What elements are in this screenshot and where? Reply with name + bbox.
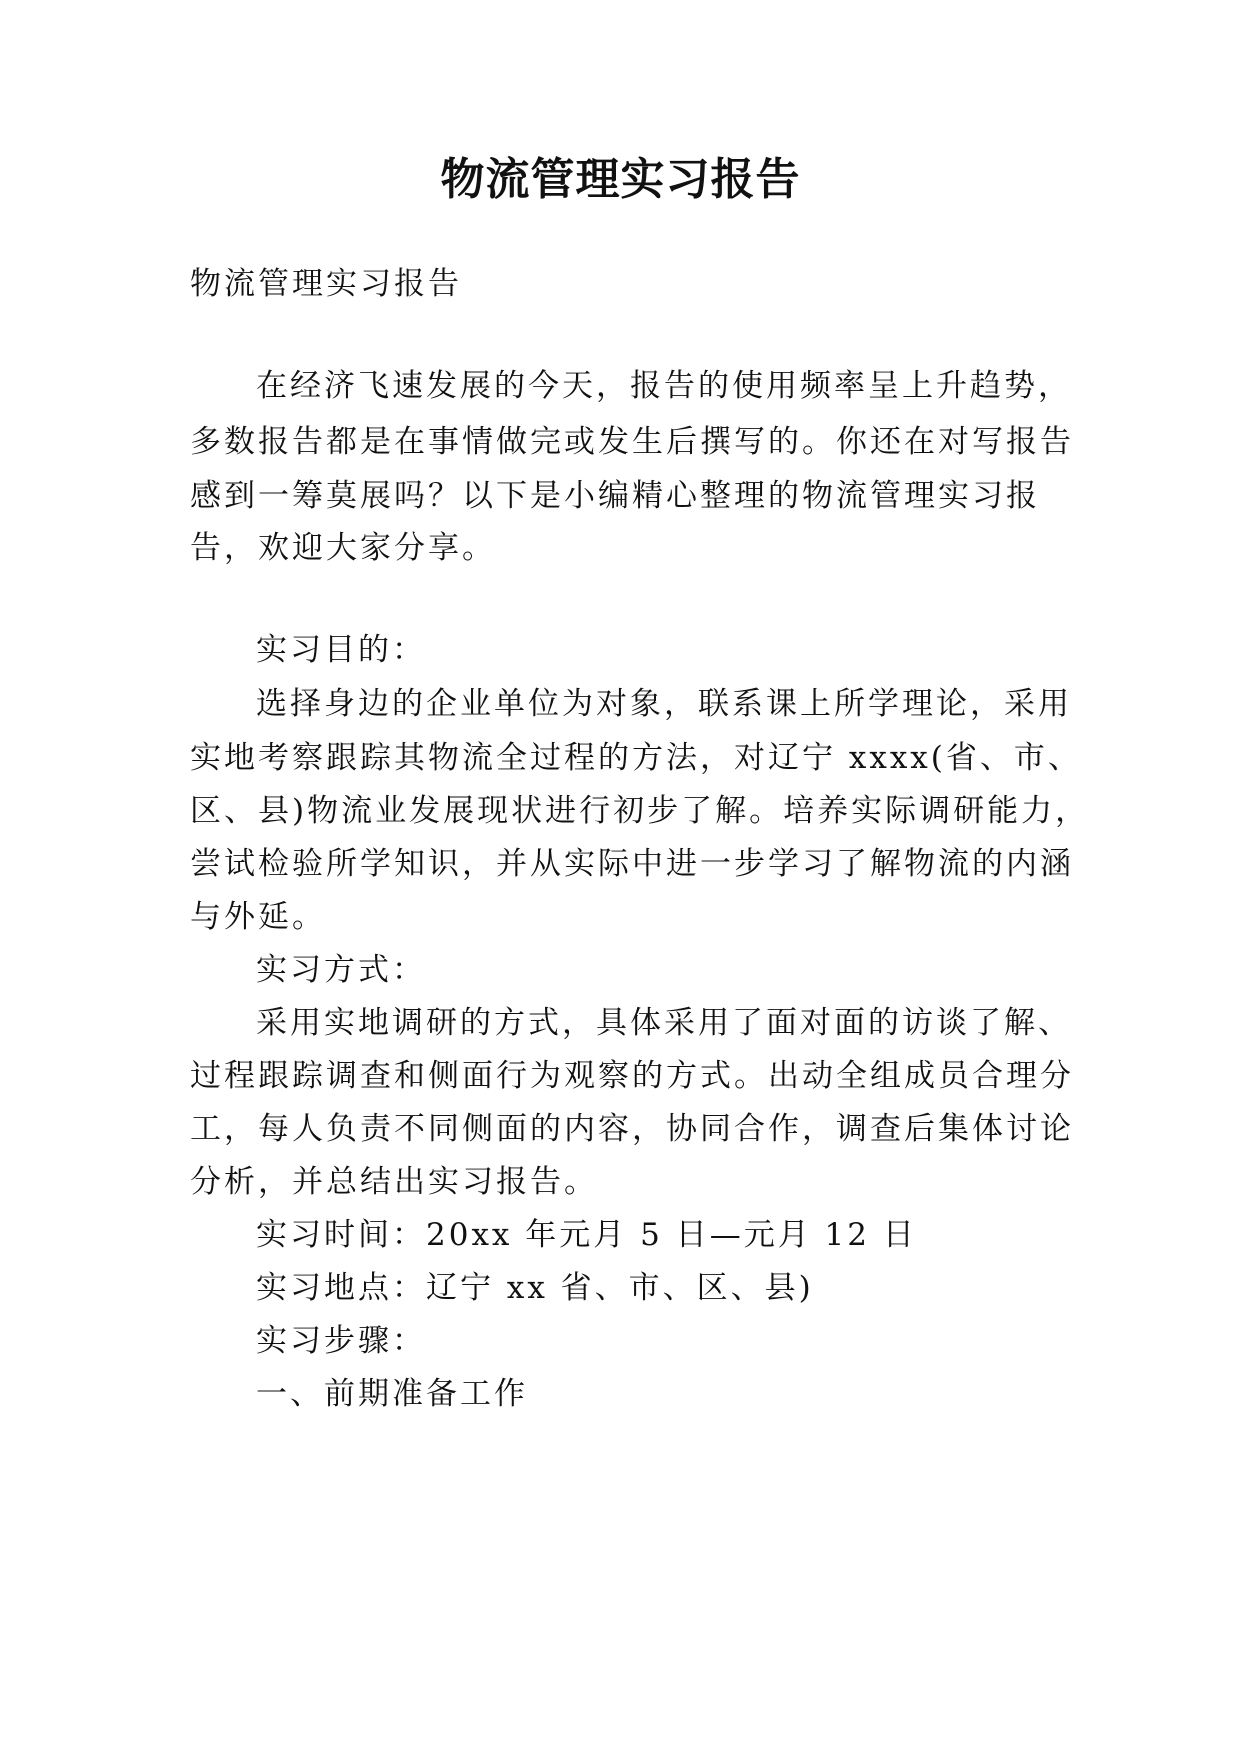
method-heading: 实习方式： [256, 952, 426, 988]
method-line: 采用实地调研的方式，具体采用了面对面的访谈了解、 [256, 1005, 1072, 1041]
steps-heading: 实习步骤： [256, 1323, 426, 1359]
document-subtitle: 物流管理实习报告 [190, 266, 462, 302]
intro-line: 告，欢迎大家分享。 [190, 530, 496, 566]
purpose-line: 选择身边的企业单位为对象，联系课上所学理论，采用 [256, 686, 1072, 722]
document-title: 物流管理实习报告 [440, 154, 801, 205]
purpose-line: 与外延。 [190, 899, 326, 935]
purpose-heading: 实习目的： [256, 632, 426, 668]
method-line: 过程跟踪调查和侧面行为观察的方式。出动全组成员合理分 [190, 1058, 1074, 1094]
time-line: 实习时间：20xx 年元月 5 日—元月 12 日 [256, 1217, 917, 1253]
intro-line: 在经济飞速发展的今天，报告的使用频率呈上升趋势， [256, 368, 1072, 404]
step-one: 一、前期准备工作 [256, 1376, 528, 1412]
purpose-line: 实地考察跟踪其物流全过程的方法，对辽宁 xxxx(省、市、 [190, 740, 1082, 776]
method-line: 工，每人负责不同侧面的内容，协同合作，调查后集体讨论 [190, 1111, 1074, 1147]
intro-line: 感到一筹莫展吗？以下是小编精心整理的物流管理实习报 [190, 478, 1040, 514]
place-line: 实习地点：辽宁 xx 省、市、区、县) [256, 1270, 814, 1306]
purpose-line: 尝试检验所学知识，并从实际中进一步学习了解物流的内涵 [190, 846, 1074, 882]
method-line: 分析，并总结出实习报告。 [190, 1164, 598, 1200]
intro-line: 多数报告都是在事情做完或发生后撰写的。你还在对写报告 [190, 424, 1074, 460]
purpose-line: 区、县)物流业发展现状进行初步了解。培养实际调研能力， [190, 793, 1090, 829]
